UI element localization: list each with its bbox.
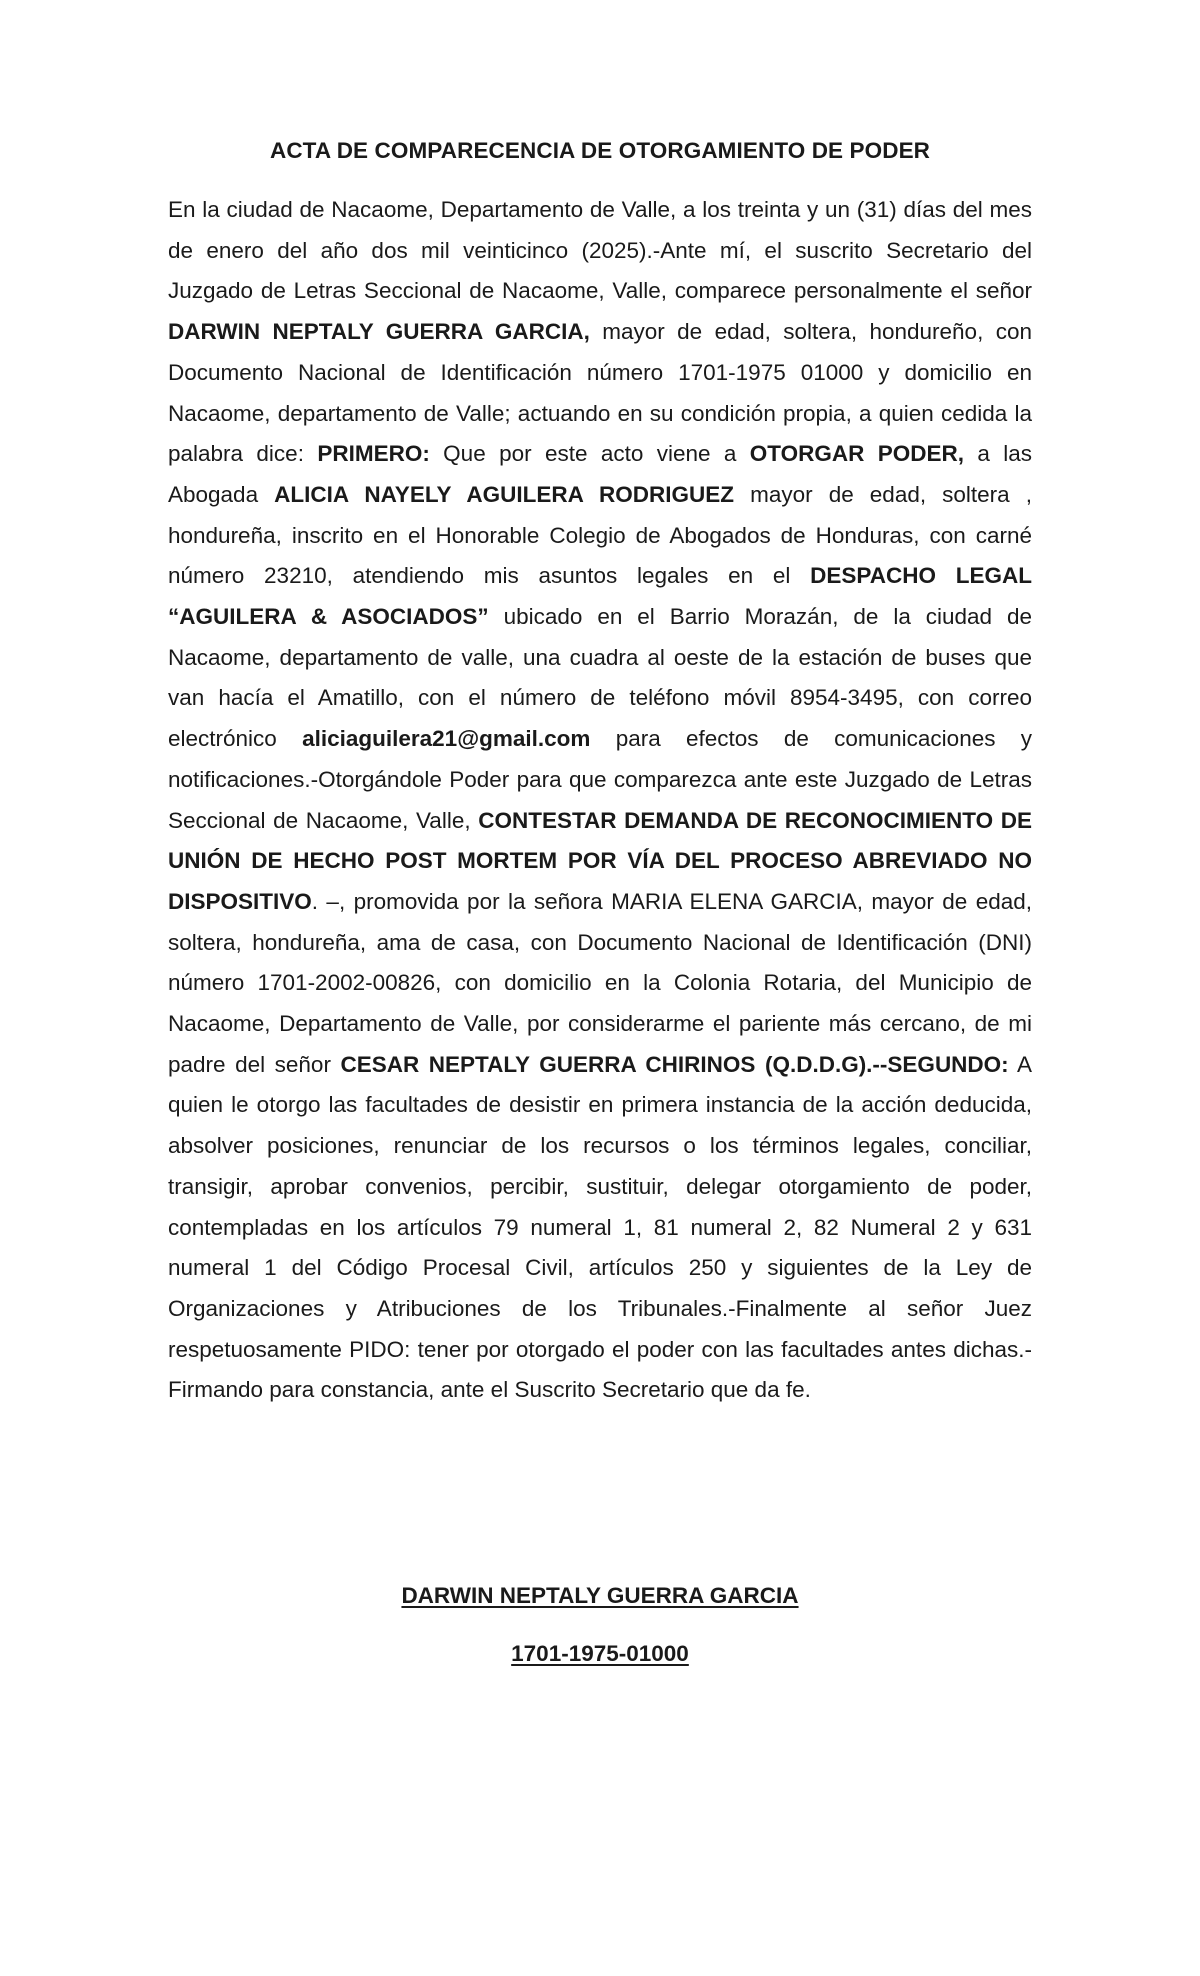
body-text-1: En la ciudad de Nacaome, Departamento de Valle, a los treinta y un (31) días del mes de enero del año dos mil veinticinco (2025).-Ante mí, el suscrito Secretario del Juzgado de Letras Seccional de Nacaome, Valle, comparece personalmente el señor [168,197,1032,304]
otorgar-poder-bold: OTORGAR PODER, [749,441,964,467]
signature-name: DARWIN NEPTALY GUERRA GARCIA [401,1583,799,1608]
body-text-4: a las Abogada [168,441,1032,507]
grantor-name-bold: DARWIN NEPTALY GUERRA GARCIA, [168,319,590,345]
body-text-6: ubicado en el Barrio Morazán, de la ciudad de Nacaome, departamento de valle, una cuadra al oeste de la estación de buses que van hacía el Amatillo, con el número de teléfono móvil 8954-3495, con correo electrónico [168,604,1033,752]
body-text-5: mayor de edad, soltera , hondureña, inscrito en el Honorable Colegio de Abogados de Honduras, con carné número 23210, atendiendo mis asuntos legales en el [168,481,1033,589]
body-text-9: A quien le otorgo las facultades de desistir en primera instancia de la acción deducida, absolver posiciones, renunciar de los recursos o los términos legales, conciliar, transigir, aprobar convenios, percibir, sustituir, delegar otorgamiento de poder, contempladas en los artículos 79 numeral 1, 81 numeral 2, 82 Numeral 2 y 631 numeral 1 del Código Procesal Civil, artículos 250 y siguientes de la Ley de Organizaciones y Atribuciones de los Tribunales.-Finalmente al señor Juez respetuosamente PIDO: tener por otorgado el poder con las facultades antes dichas.-Firmando para constancia, ante el Suscrito Secretario que da fe. [168,1051,1032,1403]
body-text-2: mayor de edad, soltera, hondureño, con Documento Nacional de Identificación número 1701-1975 01000 y domicilio en Nacaome, departamento de Valle; actuando en su condición propia, a quien cedida la palabra dice: [168,319,1032,467]
attorney-name-bold: ALICIA NAYELY AGUILERA RODRIGUEZ [274,481,735,507]
body-text-3: Que por este acto viene a [429,441,750,467]
body-text-8: . –, promovida por la señora MARIA ELENA GARCIA, mayor de edad, soltera, hondureña, ama de casa, con Documento Nacional de Identificación (DNI) número 1701-2002-00826, con domicilio en la Colonia Rotaria, del Municipio de Nacaome, Departamento de Valle, por considerarme el pariente más cercano, de mi padre del señor [168,888,1032,1077]
primero-label: PRIMERO: [317,441,430,467]
document-title: ACTA DE COMPARECENCIA DE OTORGAMIENTO DE PODER [269,138,931,163]
father-name-segundo-bold: CESAR NEPTALY GUERRA CHIRINOS (Q.D.D.G).--SEGUNDO: [340,1051,1009,1077]
email-bold: aliciaguilera21@gmail.com [302,726,591,752]
law-office-bold: DESPACHO LEGAL “AGUILERA & ASOCIADOS” [168,563,1032,630]
document-body [168,190,1032,1411]
demand-description-bold: CONTESTAR DEMANDA DE RECONOCIMIENTO DE UNIÓN DE HECHO POST MORTEM POR VÍA DEL PROCESO ABREVIADO NO DISPOSITIVO [168,807,1032,914]
body-text-7: para efectos de comunicaciones y notificaciones.-Otorgándole Poder para que comparezca ante este Juzgado de Letras Seccional de Nacaome, Valle, [168,726,1032,833]
signature-id-number: 1701-1975-01000 [511,1641,689,1666]
